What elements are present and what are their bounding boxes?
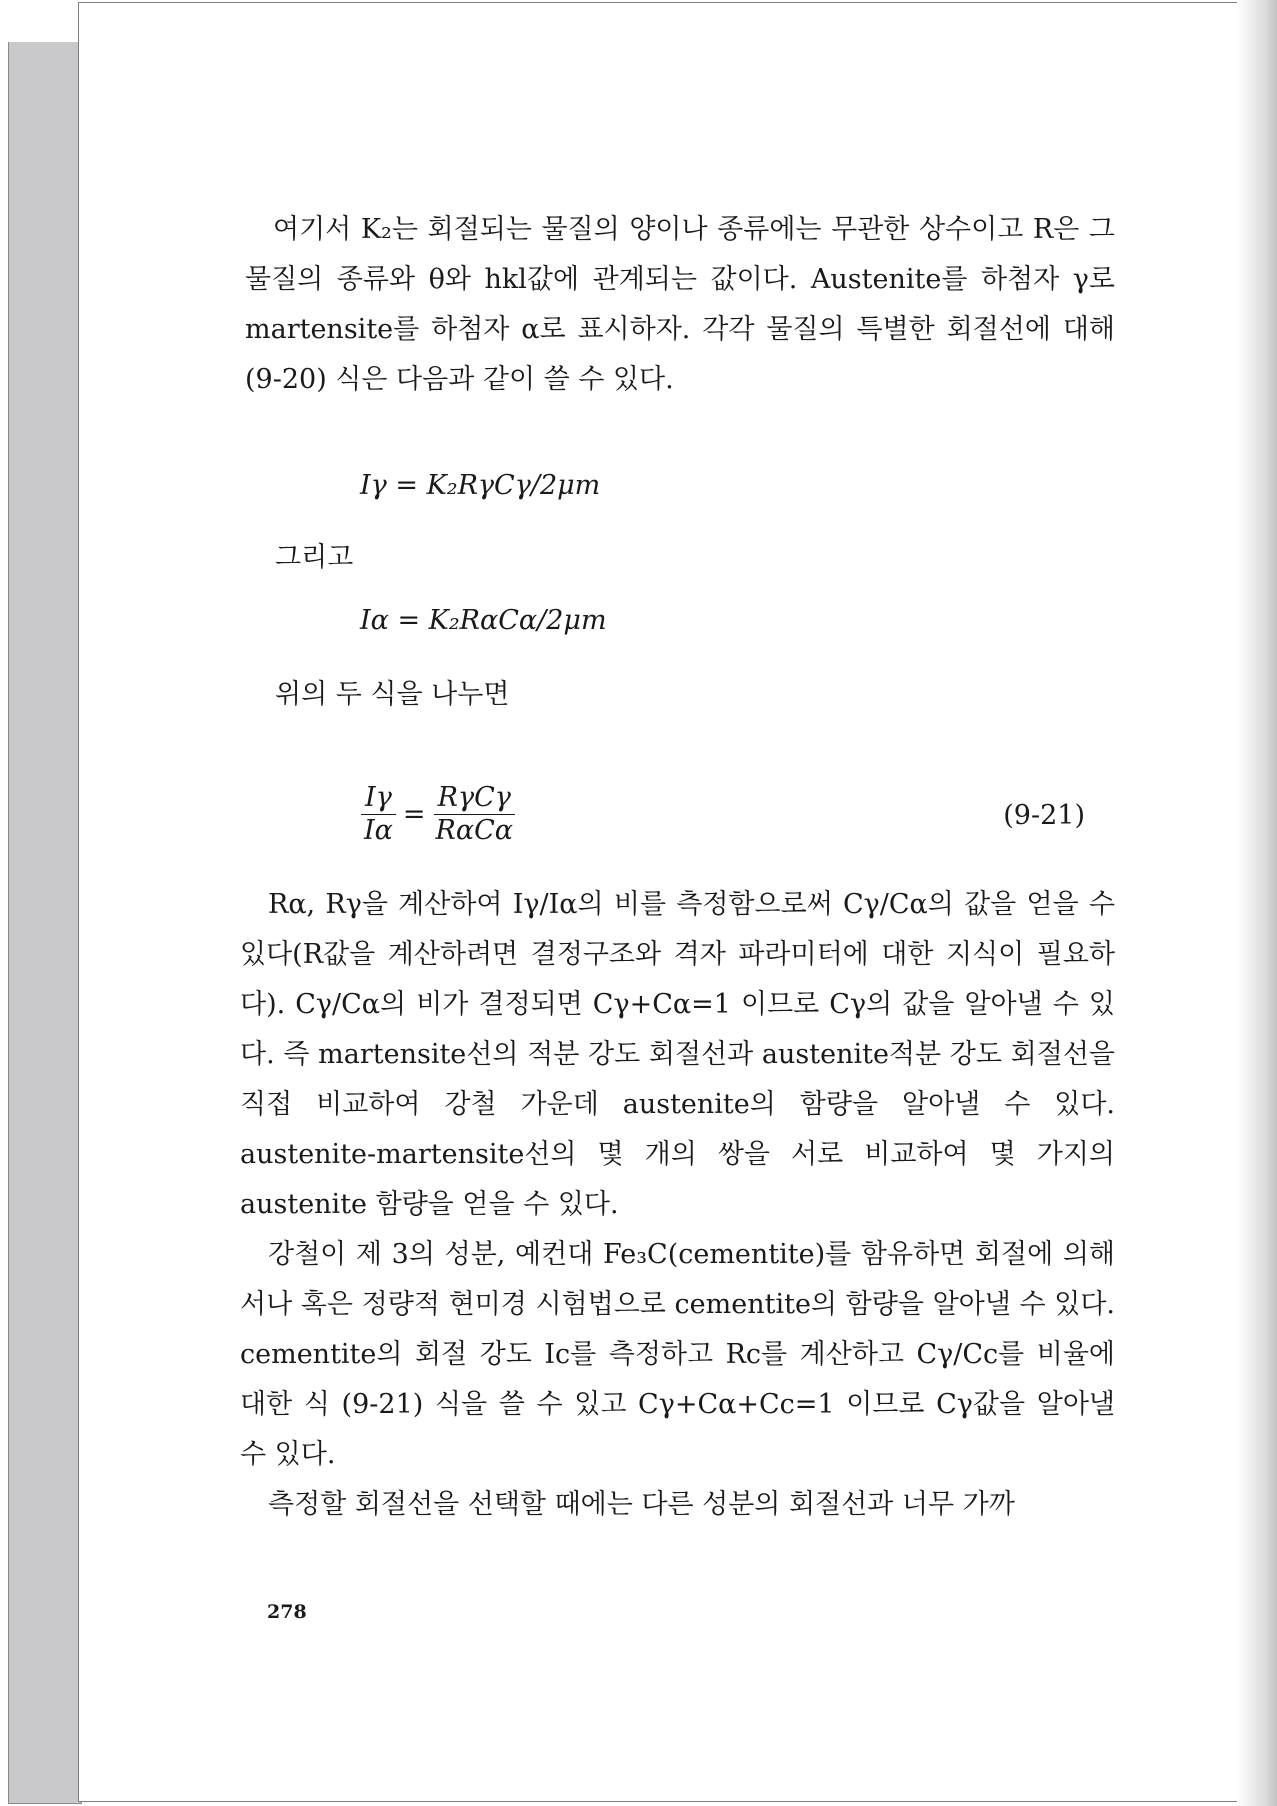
- page-number: 278: [267, 1601, 307, 1623]
- equals-sign: =: [402, 799, 426, 830]
- connector-text: 그리고: [275, 542, 354, 573]
- ratio-equation: [360, 782, 517, 847]
- paragraph: 여기서 K₂는 회절되는 물질의 양이나 종류에는 무관한 상수이고 R은 그 물질의 종류와 θ와 hkl값에 관계되는 값이다. Austenite를 하첨자 γ로 martensite를 하첨자 α로 표시하자. 각각 물질의 특별한 회절선에 대해 (9-20) 식은 다음과 같이 쓸 수 있다.: [245, 214, 1115, 395]
- connector-text: 위의 두 식을 나누면: [275, 679, 510, 710]
- paragraph: 강철이 제 3의 성분, 예컨대 Fe₃C(cementite)를 함유하면 회절에 의해서나 혹은 정량적 현미경 시험법으로 cementite의 함량을 알아낼 수 있다. cementite의 회절 강도 Ic를 측정하고 Rc를 계산하고 Cγ/Cc를 비율에 대한 식 (9-21) 식을 쓸 수 있고 Cγ+Cα+Cc=1 이므로 Cγ값을 알아낼 수 있다.: [240, 1239, 1115, 1470]
- formula-alpha: Iα = K₂RαCα/2μm: [360, 605, 607, 636]
- book-spine: [8, 2, 82, 1804]
- equation-number: (9-21): [1003, 800, 1085, 831]
- paragraph: Rα, Rγ을 계산하여 Iγ/Iα의 비를 측정함으로써 Cγ/Cα의 값을 얻을 수 있다(R값을 계산하려면 결정구조와 격자 파라미터에 대한 지식이 필요하다). Cγ/Cα의 비가 결정되면 Cγ+Cα=1 이므로 Cγ의 값을 알아낼 수 있다. 즉 martensite선의 적분 강도 회절선과 austenite적분 강도 회절선을 직접 비교하여 강철 가운데 austenite의 함량을 알아낼 수 있다. austenite-martensite선의 몇 개의 쌍을 서로 비교하여 몇 가지의 austenite 함량을 얻을 수 있다.: [240, 889, 1115, 1220]
- body-text: [240, 880, 1115, 1530]
- lhs-denominator: Iα: [364, 815, 393, 846]
- rhs-fraction: [432, 782, 517, 847]
- book-spine-top: [8, 2, 80, 42]
- intro-text: [245, 205, 1115, 405]
- formula-gamma: Iγ = K₂RγCγ/2μm: [360, 470, 601, 501]
- page-edge-shadow: [1237, 0, 1277, 1806]
- lhs-fraction: [360, 782, 397, 847]
- paragraph: 측정할 회절선을 선택할 때에는 다른 성분의 회절선과 너무 가까: [268, 1489, 1015, 1520]
- rhs-numerator: RγCγ: [434, 782, 515, 815]
- rhs-denominator: RαCα: [435, 815, 513, 846]
- lhs-numerator: Iγ: [361, 782, 396, 815]
